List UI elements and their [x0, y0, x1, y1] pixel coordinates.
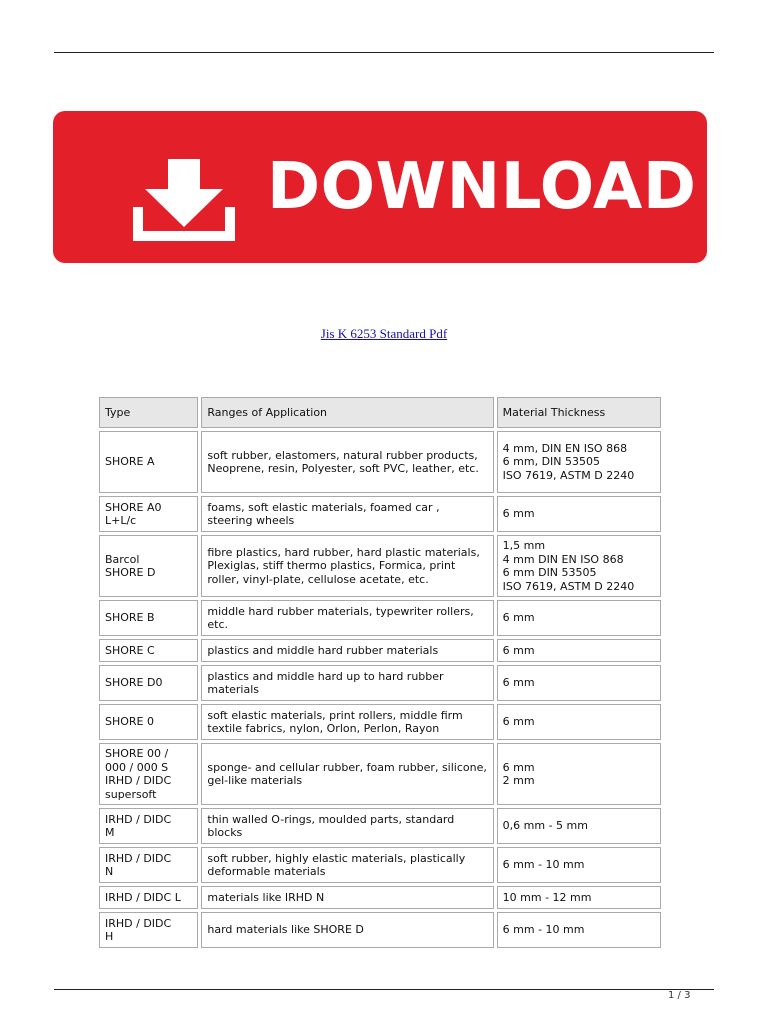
cell-thickness: [497, 431, 661, 493]
cell-type-text: SHORE 00 / 000 / 000 S IRHD / DIDC supersoft: [105, 747, 172, 801]
cell-type: [99, 665, 198, 701]
cell-type-text: IRHD / DIDC M: [105, 812, 172, 839]
cell-thickness: [497, 912, 661, 948]
cell-type-text: SHORE A: [105, 455, 155, 469]
cell-thickness-text: 6 mm: [502, 507, 535, 521]
cell-ranges-text: fibre plastics, hard rubber, hard plastic materials, Plexiglas, stiff thermo plastics, Formica, print roller, vinyl-plate, cellulose acetate, etc.: [207, 545, 480, 586]
cell-type-text: Barcol SHORE D: [105, 552, 156, 579]
cell-type-text: SHORE C: [105, 643, 155, 657]
cell-ranges-text: plastics and middle hard rubber materials: [207, 643, 439, 657]
header-thickness: Material Thickness: [497, 397, 661, 428]
cell-thickness-text: 6 mm: [502, 643, 535, 657]
cell-type: [99, 743, 198, 805]
cell-thickness-text: 10 mm - 12 mm: [502, 890, 592, 904]
cell-ranges-text: foams, soft elastic materials, foamed car , steering wheels: [207, 500, 440, 527]
cell-ranges-text: materials like IRHD N: [207, 890, 325, 904]
cell-type: [99, 886, 198, 909]
cell-thickness: [497, 847, 661, 883]
cell-thickness: [497, 665, 661, 701]
bottom-divider: [54, 989, 714, 990]
download-button[interactable]: [53, 111, 707, 263]
cell-type: [99, 535, 198, 597]
cell-type: [99, 639, 198, 662]
table-row: [99, 431, 661, 493]
cell-type-text: IRHD / DIDC L: [105, 890, 181, 904]
table-row: [99, 639, 661, 662]
cell-type: [99, 496, 198, 532]
document-title-link[interactable]: Jis K 6253 Standard Pdf: [320, 326, 448, 341]
cell-thickness-text: 6 mm: [502, 611, 535, 625]
header-ranges: Ranges of Application: [201, 397, 493, 428]
cell-type-text: IRHD / DIDC H: [105, 916, 172, 943]
cell-ranges-text: soft rubber, elastomers, natural rubber products, Neoprene, resin, Polyester, soft PVC, leather, etc.: [207, 448, 479, 475]
table-header-row: [99, 397, 661, 428]
table-row: [99, 496, 661, 532]
header-type: Type: [99, 397, 198, 428]
cell-type: [99, 847, 198, 883]
cell-thickness: [497, 886, 661, 909]
cell-thickness-text: 6 mm: [502, 715, 535, 729]
download-label: DOWNLOAD: [267, 150, 697, 224]
cell-ranges-text: thin walled O-rings, moulded parts, standard blocks: [207, 812, 455, 839]
cell-type: [99, 600, 198, 636]
cell-ranges: [201, 886, 493, 909]
table-row: [99, 600, 661, 636]
cell-type-text: IRHD / DIDC N: [105, 851, 172, 878]
cell-thickness-text: 6 mm: [502, 676, 535, 690]
cell-type-text: SHORE B: [105, 611, 155, 625]
cell-ranges: [201, 431, 493, 493]
cell-ranges: [201, 743, 493, 805]
hardness-table: [96, 394, 664, 951]
cell-thickness: [497, 535, 661, 597]
cell-ranges-text: soft elastic materials, print rollers, middle firm textile fabrics, nylon, Orlon, Perlon, Rayon: [207, 708, 463, 735]
cell-ranges: [201, 704, 493, 740]
cell-type: [99, 704, 198, 740]
table-row: [99, 704, 661, 740]
cell-thickness-text: 6 mm - 10 mm: [502, 858, 585, 872]
table-row: [99, 886, 661, 909]
cell-type: [99, 912, 198, 948]
table-row: [99, 912, 661, 948]
cell-ranges: [201, 808, 493, 844]
cell-thickness-text: 0,6 mm - 5 mm: [502, 819, 588, 833]
cell-thickness: [497, 496, 661, 532]
table-row: [99, 743, 661, 805]
cell-thickness: [497, 600, 661, 636]
cell-ranges: [201, 665, 493, 701]
cell-thickness-text: 1,5 mm 4 mm DIN EN ISO 868 6 mm DIN 53505 ISO 7619, ASTM D 2240: [502, 539, 635, 593]
table-row: [99, 535, 661, 597]
cell-ranges: [201, 847, 493, 883]
page-number: 1 / 3: [668, 990, 691, 1001]
top-divider: [54, 52, 714, 53]
cell-ranges-text: soft rubber, highly elastic materials, plastically deformable materials: [207, 851, 466, 878]
cell-ranges-text: sponge- and cellular rubber, foam rubber, silicone, gel-like materials: [207, 760, 487, 787]
cell-ranges-text: plastics and middle hard up to hard rubber materials: [207, 669, 444, 696]
cell-thickness: [497, 808, 661, 844]
cell-type: [99, 808, 198, 844]
table-row: [99, 847, 661, 883]
cell-thickness-text: 4 mm, DIN EN ISO 868 6 mm, DIN 53505 ISO 7619, ASTM D 2240: [502, 441, 635, 482]
table-row: [99, 808, 661, 844]
cell-ranges: [201, 639, 493, 662]
cell-ranges: [201, 600, 493, 636]
cell-type-text: SHORE 0: [105, 715, 155, 729]
cell-thickness: [497, 704, 661, 740]
download-icon: [133, 159, 235, 241]
cell-ranges-text: middle hard rubber materials, typewriter rollers, etc.: [207, 604, 474, 631]
cell-type-text: SHORE A0 L+L/c: [105, 500, 162, 527]
cell-ranges: [201, 912, 493, 948]
cell-type: [99, 431, 198, 493]
cell-thickness-text: 6 mm 2 mm: [502, 760, 535, 787]
cell-ranges: [201, 535, 493, 597]
cell-type-text: SHORE D0: [105, 676, 163, 690]
cell-thickness: [497, 743, 661, 805]
table-row: [99, 665, 661, 701]
cell-thickness: [497, 639, 661, 662]
cell-thickness-text: 6 mm - 10 mm: [502, 923, 585, 937]
cell-ranges-text: hard materials like SHORE D: [207, 923, 364, 937]
cell-ranges: [201, 496, 493, 532]
table-body: [99, 431, 661, 948]
